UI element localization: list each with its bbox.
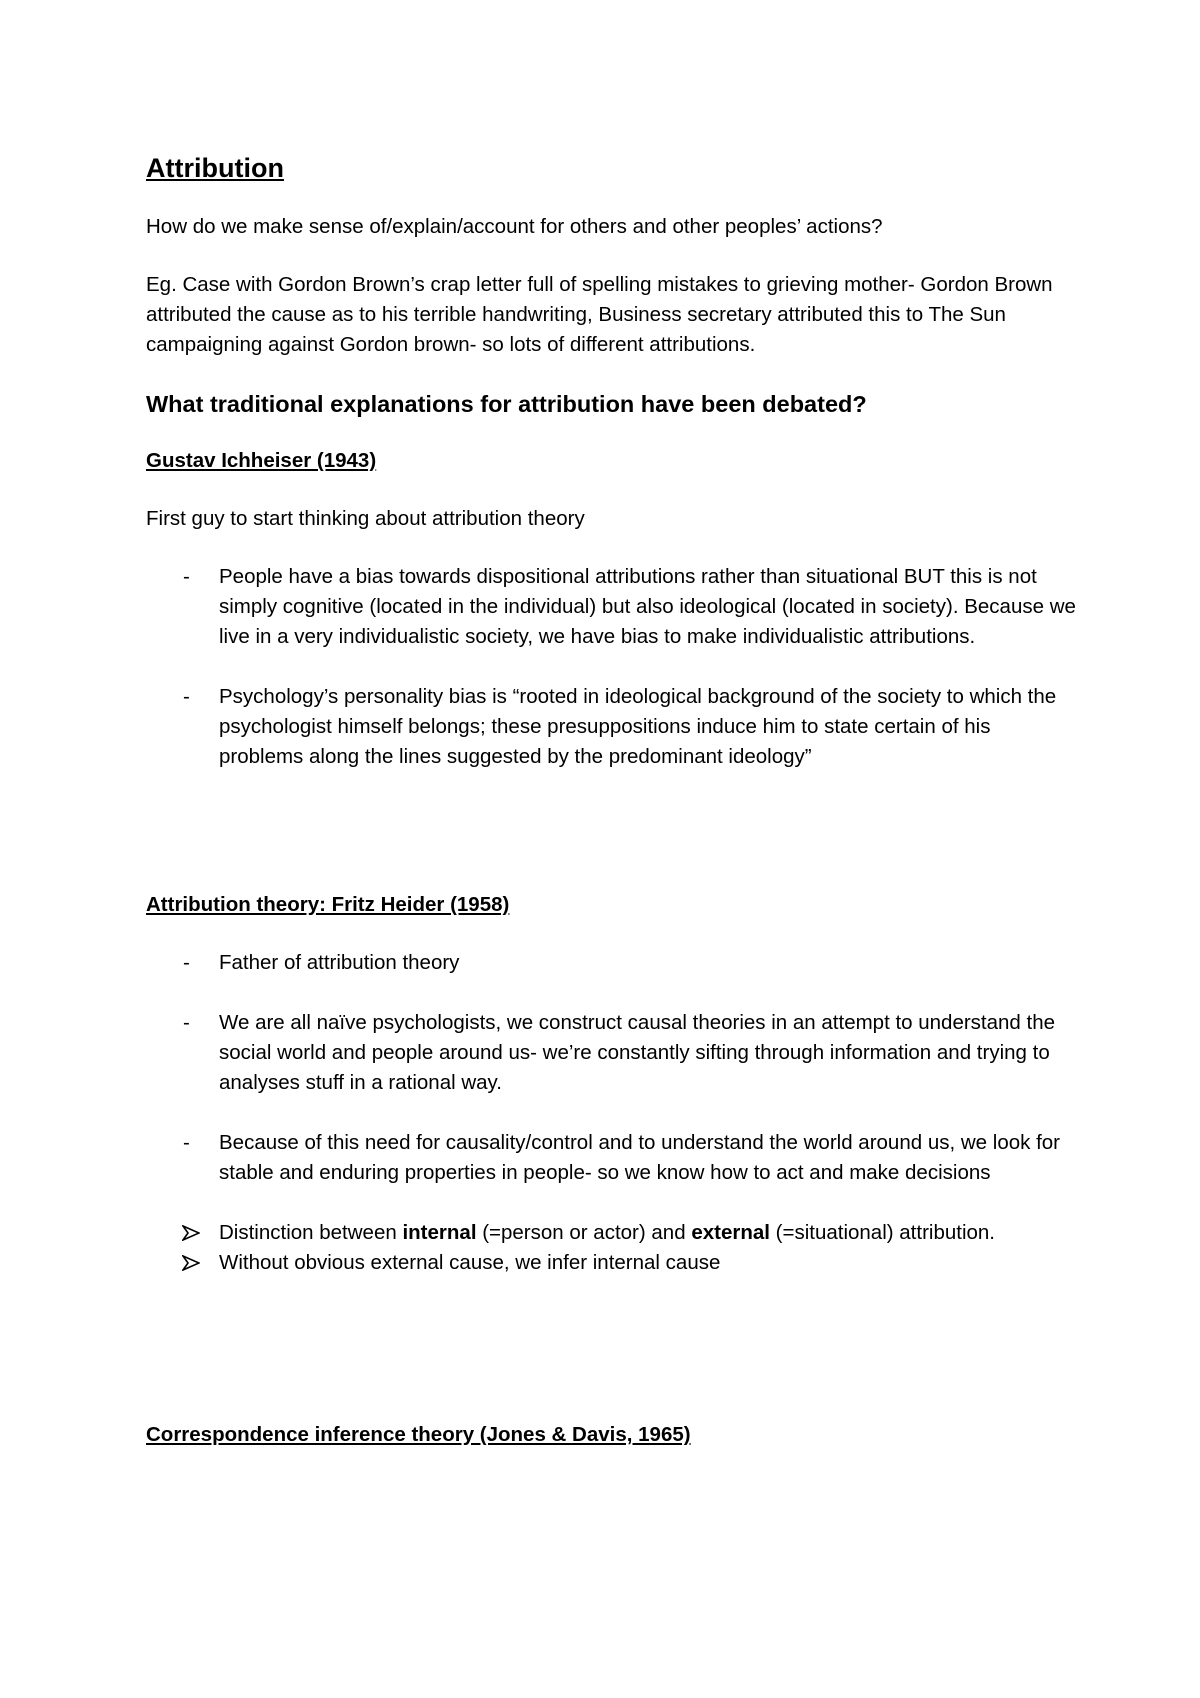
section-question-heading: What traditional explanations for attribution have been debated? <box>146 391 867 417</box>
arrow-item-suffix: (=situational) attribution. <box>769 1221 996 1244</box>
heider-heading: Attribution theory: Fritz Heider (1958) <box>146 893 510 916</box>
arrow-item-prefix: Distinction between <box>219 1221 403 1244</box>
list-item-text: Father of attribution theory <box>219 951 460 974</box>
list-item-text: Because of this need for causality/control and to understand the world around us, we look for stable and enduring properties in people- so we know how to act and make decisions <box>219 1131 1061 1184</box>
list-item-text: Without obvious external cause, we infer internal cause <box>219 1251 721 1274</box>
page-title: Attribution <box>146 153 284 183</box>
example-paragraph: Eg. Case with Gordon Brown’s crap letter full of spelling mistakes to grieving mother- Gordon Brown attributed the cause as to his terrible handwriting, Business secretary attributed this to The Sun campaigning against Gordon brown- so lots of different attributions. <box>146 273 1053 356</box>
document-body <box>146 150 1076 1478</box>
jones-davis-heading: Correspondence inference theory (Jones & Davis, 1965) <box>146 1423 691 1446</box>
dash-marker: - <box>183 951 190 974</box>
list-item <box>146 562 1076 652</box>
spacer <box>146 802 1076 890</box>
list-item-text: Psychology’s personality bias is “rooted in ideological background of the society to which the psychologist himself belongs; these presuppositions induce him to state certain of his problems along the lines suggested by the predominant ideology” <box>219 685 1057 768</box>
heider-arrow-list <box>146 1218 1076 1278</box>
list-item-text: We are all naïve psychologists, we construct causal theories in an attempt to understand the social world and people around us- we’re constantly sifting through information and trying to analyses stuff in a rational way. <box>219 1011 1056 1094</box>
dash-marker: - <box>183 685 190 708</box>
ichheiser-bullet-list <box>146 562 1076 772</box>
spacer <box>146 1278 1076 1420</box>
arrowhead-bullet-icon <box>182 1225 200 1241</box>
internal-term: internal <box>402 1221 477 1244</box>
list-item-text: People have a bias towards dispositional attributions rather than situational BUT this is not simply cognitive (located in the individual) but also ideological (located in society). Because we live in a very individualistic society, we have bias to make individualistic attributions. <box>219 565 1076 648</box>
intro-question: How do we make sense of/explain/account for others and other peoples’ actions? <box>146 215 883 238</box>
external-term: external <box>691 1221 770 1244</box>
list-item <box>146 1248 1076 1278</box>
ichheiser-intro: First guy to start thinking about attribution theory <box>146 507 585 530</box>
ichheiser-heading: Gustav Ichheiser (1943) <box>146 449 377 472</box>
dash-marker: - <box>183 1131 190 1154</box>
dash-marker: - <box>183 1011 190 1034</box>
arrow-item-middle: (=person or actor) and <box>476 1221 692 1244</box>
heider-bullet-list <box>146 948 1076 1188</box>
list-item <box>146 682 1076 772</box>
dash-marker: - <box>183 565 190 588</box>
list-item <box>146 1128 1076 1188</box>
list-item <box>146 948 1076 978</box>
list-item <box>146 1218 1076 1248</box>
arrowhead-bullet-icon <box>182 1255 200 1271</box>
list-item <box>146 1008 1076 1098</box>
